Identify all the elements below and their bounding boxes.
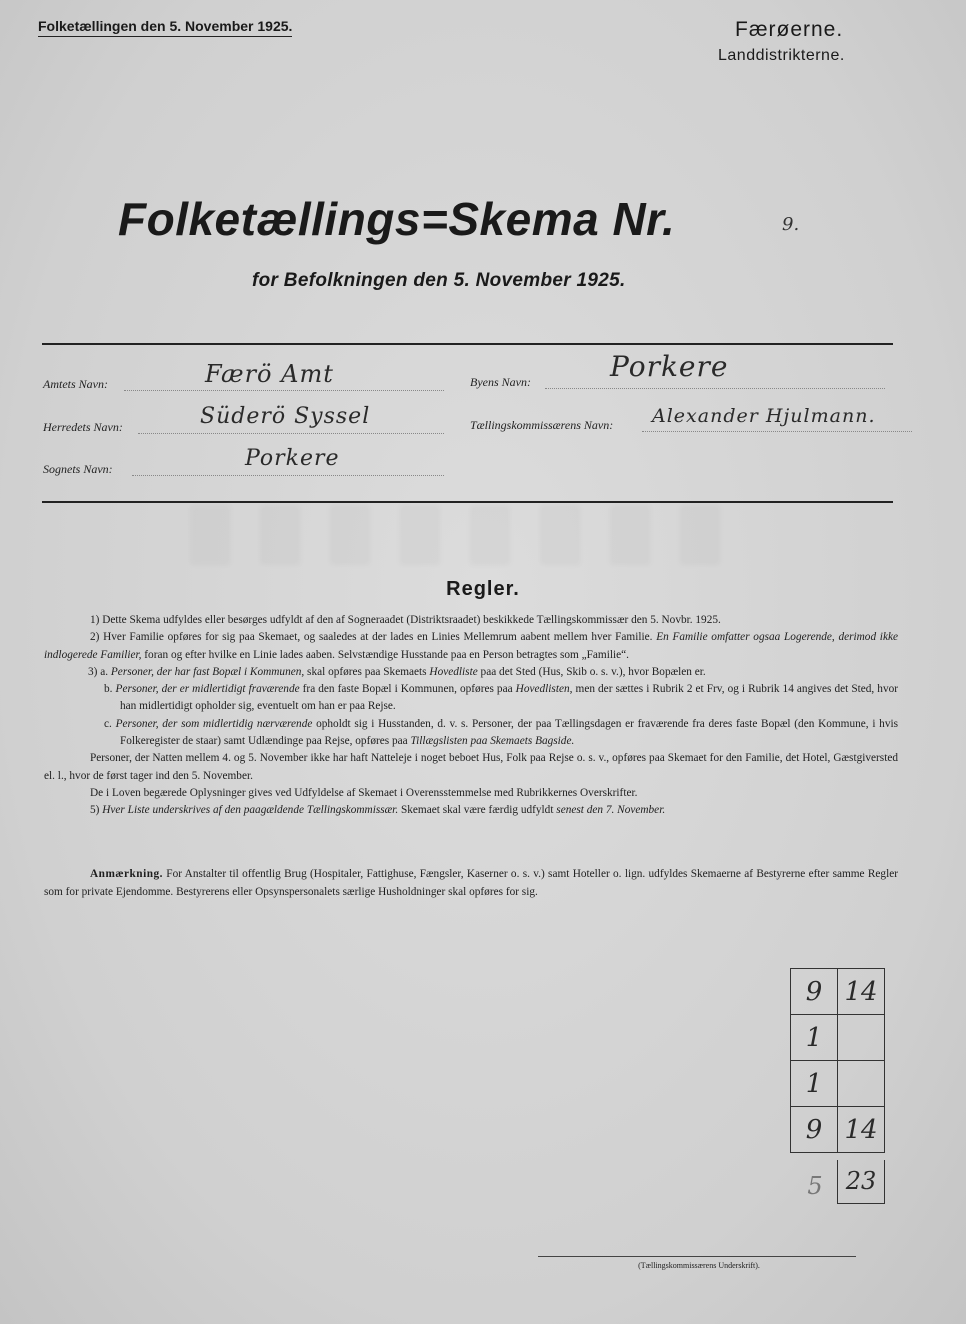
form-subtitle: for Befolkningen den 5. November 1925.: [252, 270, 626, 291]
by-value: Porkere: [610, 350, 729, 383]
rule-6-prefix: 5): [90, 804, 100, 817]
amt-dotline: [124, 390, 444, 391]
rule-6-emphasis-2: senest den 7. November.: [556, 804, 666, 817]
tally-cell: 1: [791, 1061, 838, 1107]
kommissaer-label: Tællingskommissærens Navn:: [470, 418, 614, 432]
rule-2-text: 2) Hver Familie opføres for sig paa Skemaet, og saaledes at der lades en Linies Mellemrum aabent mellem hver Familie.: [90, 631, 653, 644]
rule-3a-prefix: 3) a.: [88, 665, 109, 678]
note-paragraph: [44, 865, 898, 901]
rule-3b-emphasis-2: Hovedlisten,: [515, 683, 573, 696]
rule-3c: [44, 716, 898, 751]
rule-3c-prefix: c.: [104, 717, 112, 730]
tally-row: [791, 1015, 885, 1061]
signature-line: [538, 1256, 856, 1257]
rule-3b-prefix: b.: [104, 683, 113, 696]
rules-heading: Regler.: [446, 578, 520, 600]
bottom-divider: [42, 501, 893, 503]
tally-cell: [838, 1061, 885, 1107]
herred-dotline: [138, 433, 444, 434]
tally-extra-total: 23: [837, 1160, 885, 1204]
rule-3b-text: fra den faste Bopæl i Kommunen, opføres paa: [302, 683, 513, 696]
rule-2: [44, 629, 898, 664]
sogn-label: Sognets Navn:: [43, 462, 113, 476]
form-number: 9.: [782, 214, 800, 235]
rule-6-text: Skemaet skal være færdig udfyldt: [400, 804, 554, 817]
rule-3a-text-end: paa det Sted (Hus, Skib o. s. v.), hvor Bopælen er.: [480, 665, 706, 678]
note-text: For Anstalter til offentlig Brug (Hospitaler, Fattighuse, Fængsler, Kaserner o. s. v.) samt Hoteller o. lign. udfyldes Skemaerne af Bestyrerne efter samme Regler som for private Ejendomme. Bestyrerens eller Opsynspersonalets særlige Husholdninger skal opføres for sig.: [44, 868, 898, 898]
rule-6-emphasis: Hver Liste underskrives af den paagældende Tællingskommissær.: [102, 804, 399, 817]
tally-cell: 9: [791, 969, 838, 1015]
top-divider: [42, 343, 893, 345]
tally-row: [791, 969, 885, 1015]
tally-cell: 14: [838, 1107, 885, 1153]
tally-cell: 14: [838, 969, 885, 1015]
district-header: Landdistrikterne.: [718, 47, 845, 64]
rule-5: De i Loven begærede Oplysninger gives ved Udfyldelse af Skemaet i Overensstemmelse med Rubrikkernes Overskrifter.: [90, 786, 638, 799]
tally-cell: [838, 1015, 885, 1061]
kommissaer-value: Alexander Hjulmann.: [652, 405, 876, 427]
amt-value: Færö Amt: [205, 360, 334, 388]
rule-3a-emphasis-2: Hovedliste: [429, 665, 478, 678]
signature-label: (Tællingskommissærens Underskrift).: [638, 1261, 760, 1270]
rule-3a: [44, 664, 898, 681]
by-label: Byens Navn:: [470, 375, 531, 389]
rule-3a-text: skal opføres paa Skemaets: [307, 665, 427, 678]
form-title: Folketællings=Skema Nr.: [118, 193, 676, 245]
rules-text: [44, 612, 898, 820]
sogn-dotline: [132, 475, 444, 476]
bleedthrough-shadow: [190, 505, 730, 565]
rule-6: [44, 802, 898, 819]
kommissaer-dotline: [642, 431, 912, 432]
sogn-value: Porkere: [245, 446, 340, 471]
rule-2-text-end: foran og efter hvilke en Linie lades aaben. Selvstændige Husstande paa en Person betragtes som „Familie“.: [144, 648, 629, 661]
rule-3b-emphasis: Personer, der er midlertidigt fraværende: [115, 683, 300, 696]
rule-3c-emphasis: Personer, der som midlertidig nærværende: [115, 717, 313, 730]
tally-extra-left: 5: [807, 1172, 823, 1200]
tally-cell: 1: [791, 1015, 838, 1061]
tally-table: [790, 968, 885, 1153]
rule-4: Personer, der Natten mellem 4. og 5. November ikke har haft Natteleje i noget beboet Hus, Folk paa Rejse o. s. v., opføres paa Skemaet for den Familie, det Hotel, Gæstgiversted el. l., hvor de først tager ind den 5. November.: [44, 752, 898, 782]
note-label: Anmærkning.: [90, 868, 163, 880]
rule-3c-text: opholdt sig i Husstanden, d. v. s. Personer, der paa Tællingsdagen er fraværende fra deres faste Bopæl (den Kommune, i hvis Folkeregister de staar) samt Udlændinge paa Rejse, opføres paa: [120, 717, 899, 748]
amt-label: Amtets Navn:: [43, 377, 108, 391]
rule-3a-emphasis: Personer, der har fast Bopæl i Kommunen,: [110, 665, 305, 678]
rule-1: 1) Dette Skema udfyldes eller besørges udfyldt af den af Sogneraadet (Distriktsraadet) beskikkede Tællingskommissær den 5. Novbr. 1925.: [90, 614, 721, 626]
tally-row: [791, 1061, 885, 1107]
herred-label: Herredets Navn:: [43, 420, 123, 434]
region-header: Færøerne.: [735, 18, 844, 41]
rule-3c-emphasis-2: Tillægslisten paa Skemaets Bagside.: [410, 735, 575, 748]
rule-3b: [44, 681, 898, 716]
herred-value: Süderö Syssel: [200, 404, 371, 429]
rule-3b-text-end: men der sættes i Rubrik 2 et Frv, og i Rubrik 14 angives det Sted, hvor han midlertidigt opholder sig, eventuelt om han er paa Rejse.: [120, 683, 899, 713]
census-date-header: Folketællingen den 5. November 1925.: [38, 18, 292, 37]
rule-2-emphasis: En Familie omfatter ogsaa Logerende, derimod ikke indlogerede Familier,: [44, 631, 898, 661]
by-dotline: [545, 388, 885, 389]
tally-row: [791, 1107, 885, 1153]
tally-cell: 9: [791, 1107, 838, 1153]
